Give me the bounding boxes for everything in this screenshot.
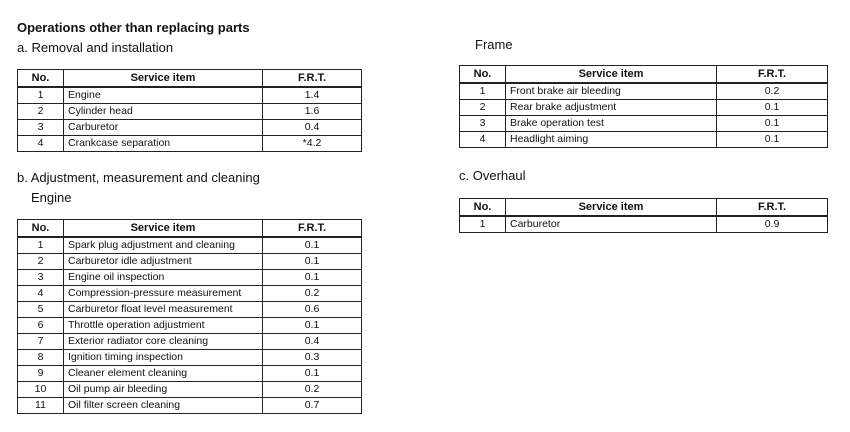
row-number: 1: [460, 216, 506, 233]
service-item: Carburetor: [506, 216, 717, 233]
service-item: Ignition timing inspection: [64, 350, 263, 366]
frt-value: 0.7: [263, 398, 362, 414]
row-number: 2: [18, 254, 64, 270]
row-number: 1: [18, 237, 64, 254]
table-header-row: [460, 199, 828, 217]
table-row: [460, 132, 828, 148]
table-row: [18, 237, 362, 254]
frt-value: 0.1: [263, 254, 362, 270]
row-number: 2: [18, 104, 64, 120]
service-item: Carburetor: [64, 120, 263, 136]
column-header: No.: [460, 199, 506, 217]
column-header: No.: [460, 66, 506, 84]
table-row: [18, 270, 362, 286]
row-number: 2: [460, 100, 506, 116]
table-row: [18, 286, 362, 302]
column-header: Service item: [506, 66, 717, 84]
table-row: [18, 254, 362, 270]
overhaul-table: [459, 198, 828, 233]
frt-value: 0.1: [263, 270, 362, 286]
table-row: [18, 382, 362, 398]
table-row: [18, 302, 362, 318]
table-row: [460, 100, 828, 116]
section-b-heading: b. Adjustment, measurement and cleaning: [17, 170, 260, 185]
column-header: No.: [18, 220, 64, 238]
row-number: 3: [460, 116, 506, 132]
service-item: Compression-pressure measurement: [64, 286, 263, 302]
table-body: [460, 83, 828, 148]
service-item: Spark plug adjustment and cleaning: [64, 237, 263, 254]
frt-value: 1.4: [263, 87, 362, 104]
frt-value: 0.1: [717, 116, 828, 132]
frt-value: 0.9: [717, 216, 828, 233]
table-row: [18, 120, 362, 136]
service-item: Throttle operation adjustment: [64, 318, 263, 334]
service-item: Engine: [64, 87, 263, 104]
table-body: [18, 237, 362, 414]
service-item: Exterior radiator core cleaning: [64, 334, 263, 350]
frt-value: 0.1: [717, 100, 828, 116]
frt-value: 0.4: [263, 334, 362, 350]
row-number: 11: [18, 398, 64, 414]
table-row: [18, 366, 362, 382]
table-header-row: [18, 70, 362, 88]
table-header-row: [18, 220, 362, 238]
row-number: 8: [18, 350, 64, 366]
frt-value: 0.4: [263, 120, 362, 136]
service-item: Cleaner element cleaning: [64, 366, 263, 382]
service-item: Carburetor float level measurement: [64, 302, 263, 318]
row-number: 1: [460, 83, 506, 100]
row-number: 9: [18, 366, 64, 382]
column-header: F.R.T.: [263, 70, 362, 88]
service-item: Front brake air bleeding: [506, 83, 717, 100]
table-body: [460, 216, 828, 233]
row-number: 3: [18, 270, 64, 286]
frt-value: 0.6: [263, 302, 362, 318]
adjustment-engine-table: [17, 219, 362, 414]
service-item: Headlight aiming: [506, 132, 717, 148]
frt-value: 0.2: [263, 286, 362, 302]
table-row: [460, 116, 828, 132]
table-row: [18, 136, 362, 152]
service-item: Oil filter screen cleaning: [64, 398, 263, 414]
table-row: [460, 83, 828, 100]
row-number: 7: [18, 334, 64, 350]
frt-value: *4.2: [263, 136, 362, 152]
table-row: [18, 350, 362, 366]
table-body: [18, 87, 362, 152]
section-a-heading: a. Removal and installation: [17, 40, 174, 55]
table-row: [18, 104, 362, 120]
row-number: 6: [18, 318, 64, 334]
frt-value: 0.3: [263, 350, 362, 366]
row-number: 4: [18, 136, 64, 152]
table-row: [18, 318, 362, 334]
row-number: 1: [18, 87, 64, 104]
frt-value: 0.2: [263, 382, 362, 398]
frame-heading: Frame: [475, 37, 513, 52]
column-header: No.: [18, 70, 64, 88]
frame-table: [459, 65, 828, 148]
frt-value: 0.1: [263, 237, 362, 254]
table-header-row: [460, 66, 828, 84]
frt-value: 0.1: [263, 318, 362, 334]
engine-subheading: Engine: [31, 190, 72, 205]
row-number: 4: [460, 132, 506, 148]
column-header: Service item: [506, 199, 717, 217]
frt-value: 0.1: [263, 366, 362, 382]
row-number: 4: [18, 286, 64, 302]
table-row: [18, 334, 362, 350]
frt-value: 0.2: [717, 83, 828, 100]
row-number: 10: [18, 382, 64, 398]
service-item: Rear brake adjustment: [506, 100, 717, 116]
column-header: F.R.T.: [263, 220, 362, 238]
row-number: 5: [18, 302, 64, 318]
table-row: [18, 398, 362, 414]
table-row: [460, 216, 828, 233]
row-number: 3: [18, 120, 64, 136]
service-item: Crankcase separation: [64, 136, 263, 152]
service-item: Brake operation test: [506, 116, 717, 132]
section-c-heading: c. Overhaul: [459, 168, 526, 183]
service-item: Engine oil inspection: [64, 270, 263, 286]
column-header: Service item: [64, 220, 263, 238]
service-item: Carburetor idle adjustment: [64, 254, 263, 270]
service-item: Cylinder head: [64, 104, 263, 120]
page-title: Operations other than replacing parts: [17, 20, 250, 35]
column-header: F.R.T.: [717, 199, 828, 217]
frt-value: 0.1: [717, 132, 828, 148]
service-item: Oil pump air bleeding: [64, 382, 263, 398]
column-header: Service item: [64, 70, 263, 88]
removal-installation-table: [17, 69, 362, 152]
table-row: [18, 87, 362, 104]
frt-value: 1.6: [263, 104, 362, 120]
column-header: F.R.T.: [717, 66, 828, 84]
